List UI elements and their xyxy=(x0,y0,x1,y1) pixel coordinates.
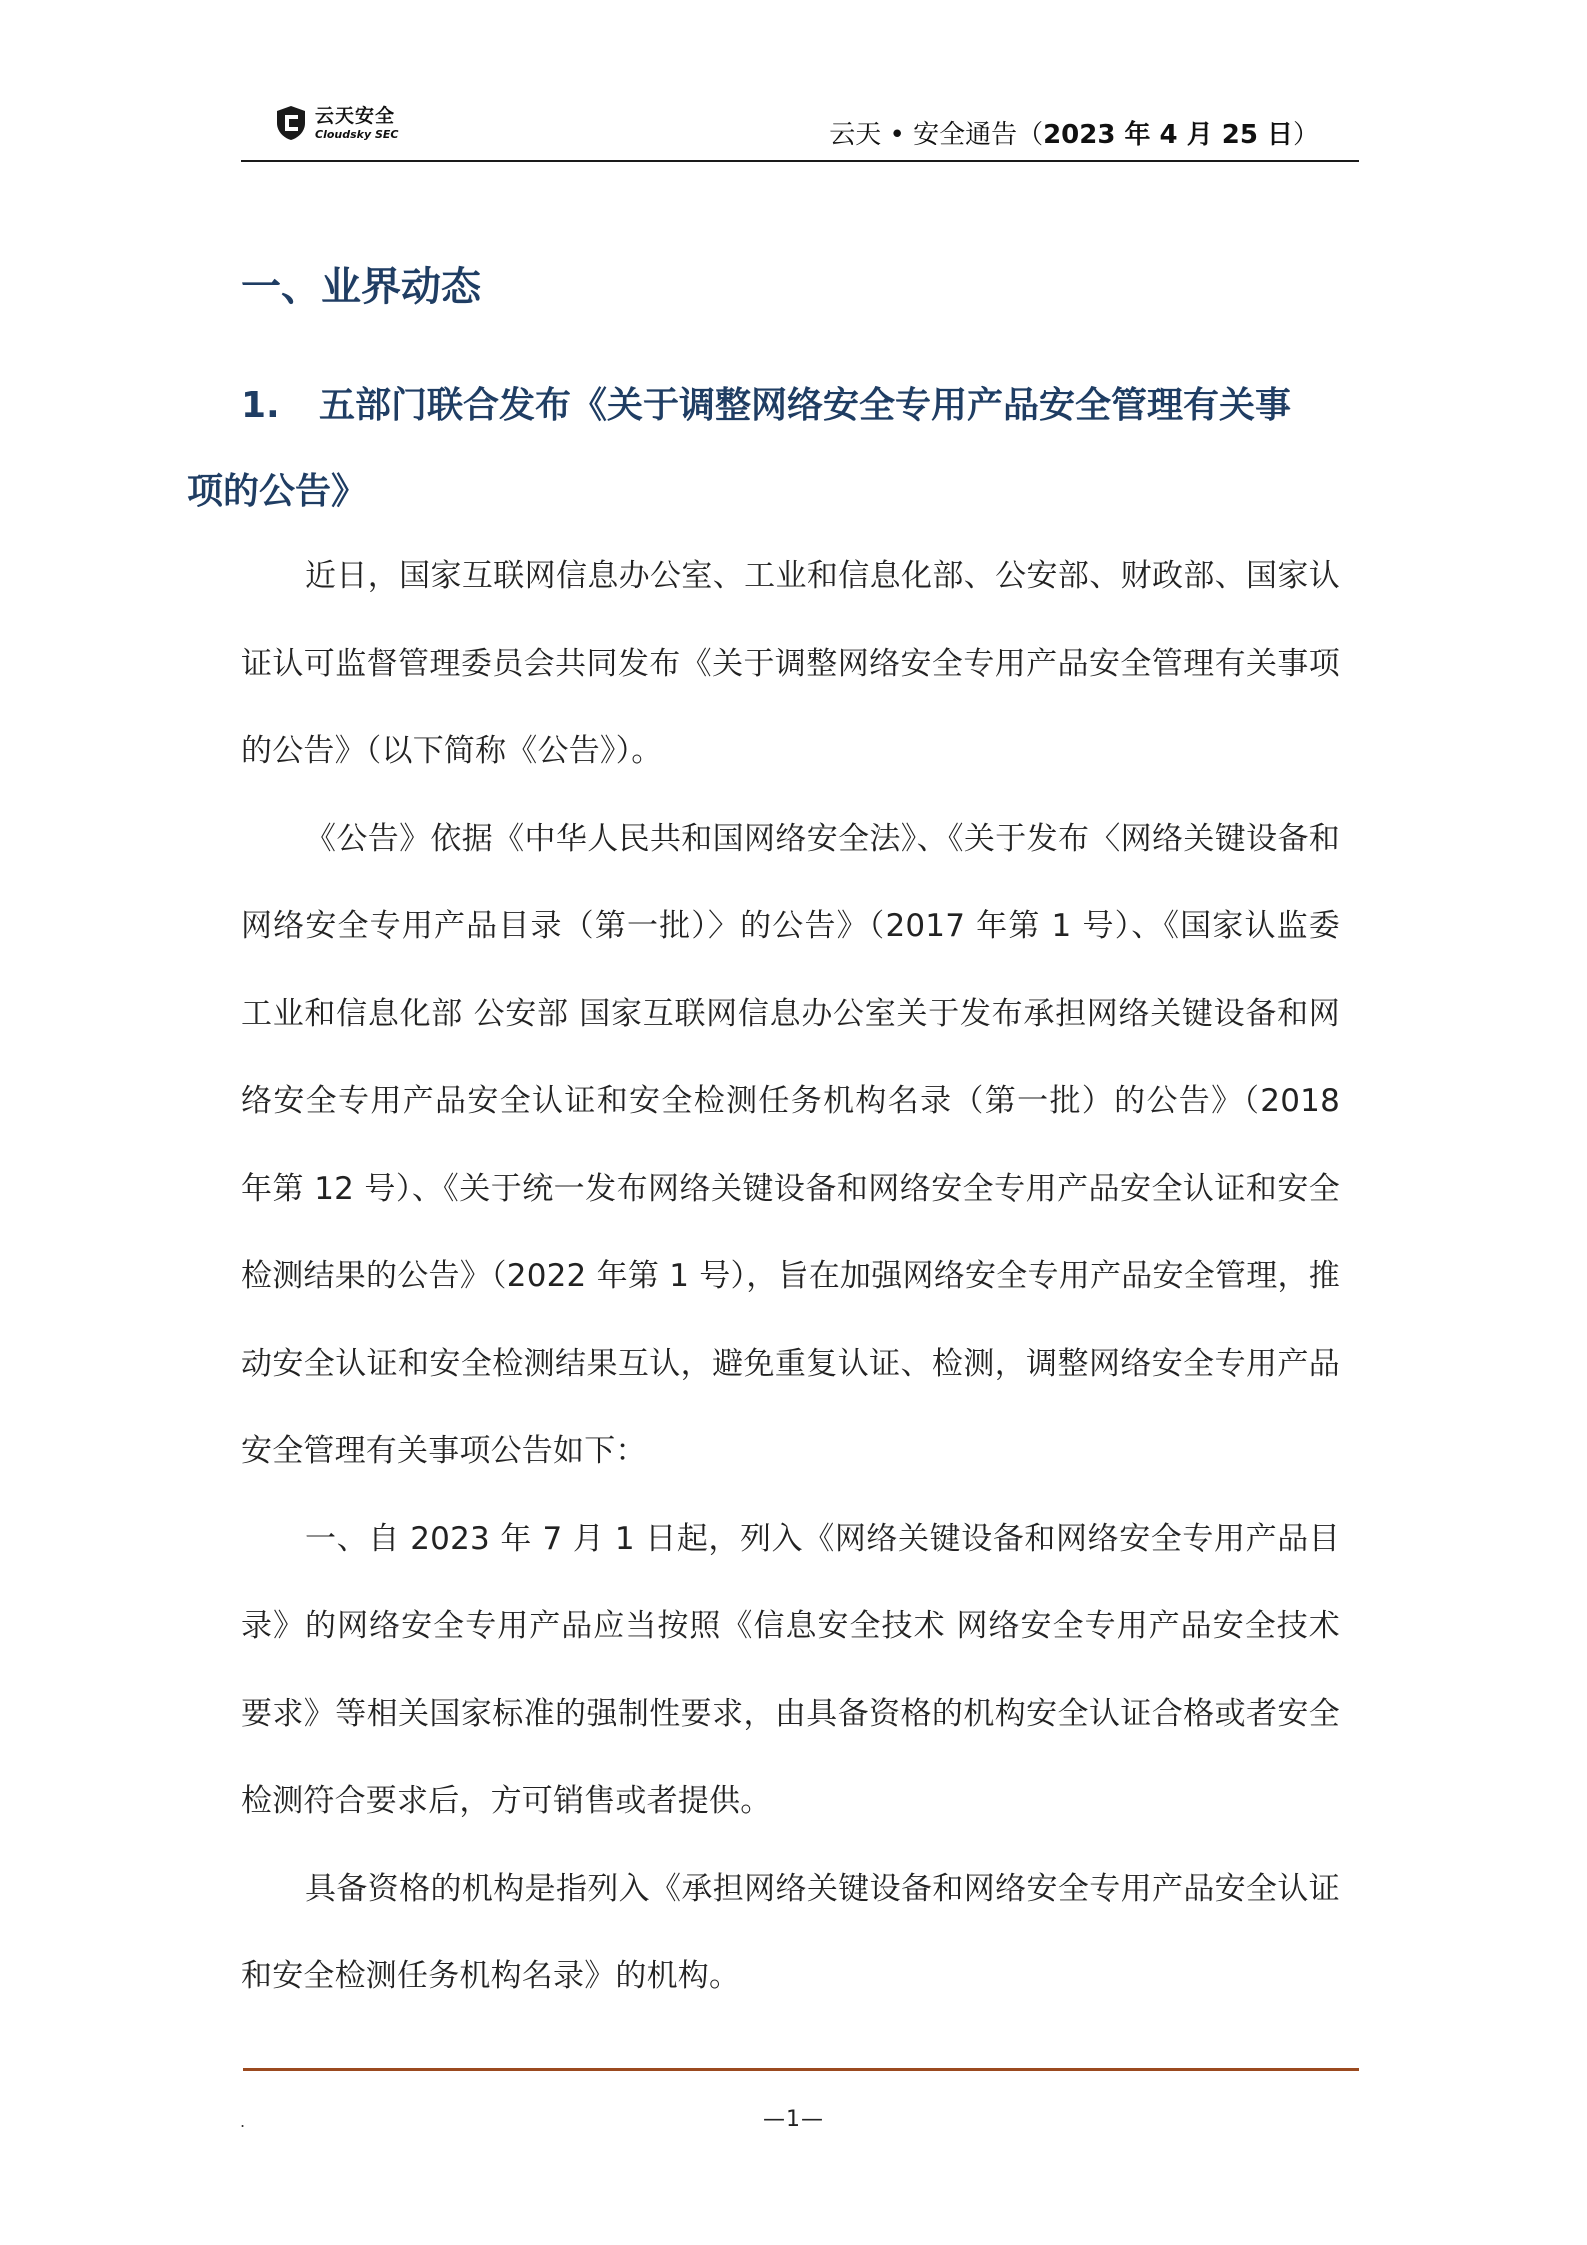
page-number: —1— xyxy=(763,2107,824,2132)
footer-corner-mark: . xyxy=(240,2112,246,2131)
article-body xyxy=(241,533,1340,2021)
bulletin-date: 2023 年 4 月 25 日 xyxy=(1043,120,1293,150)
paragraph: 《公告》依据《中华人民共和国网络安全法》、《关于发布〈网络关键设备和网络安全专用产品目录（第一批）〉的公告》（2017 年第 1 号）、《国家认监委 工业和信息化部 公安部 国家互联网信息办公室关于发布承担网络关键设备和网络安全专用产品安全认证和安全检测任务机构名录（第一批）的公告》（2018 年第 12 号）、《关于统一发布网络关键设备和网络安全专用产品安全认证和安全检测结果的公告》（2022 年第 1 号），旨在加强网络安全专用产品安全管理，推动安全认证和安全检测结果互认，避免重复认证、检测，调整网络安全专用产品安全管理有关事项公告如下： xyxy=(241,820,1340,1469)
article-number: 1. xyxy=(241,385,280,426)
cloudsky-shield-icon xyxy=(275,105,307,141)
logo-name-en: Cloudsky SEC xyxy=(315,127,399,141)
page-header xyxy=(241,92,1359,162)
footer-divider xyxy=(243,2068,1359,2071)
article-title-part-2: 项的公告》 xyxy=(187,471,368,512)
paragraph: 近日，国家互联网信息办公室、工业和信息化部、公安部、财政部、国家认证认可监督管理委员会共同发布《关于调整网络安全专用产品安全管理有关事项的公告》（以下简称《公告》）。 xyxy=(241,558,1340,769)
article-heading xyxy=(187,363,1340,535)
section-heading: 一、业界动态 xyxy=(241,264,481,310)
logo-name-cn: 云天安全 xyxy=(315,104,396,127)
bulletin-title-suffix: ） xyxy=(1292,120,1319,150)
bulletin-title-prefix: 云天 • 安全通告（ xyxy=(829,120,1044,150)
logo xyxy=(275,100,398,146)
article-heading-line-1 xyxy=(241,363,1340,449)
logo-text xyxy=(315,104,399,141)
paragraph: 具备资格的机构是指列入《承担网络关键设备和网络安全专用产品安全认证和安全检测任务机构名录》的机构。 xyxy=(241,1870,1340,1994)
bulletin-title xyxy=(829,114,1319,151)
paragraph: 一、自 2023 年 7 月 1 日起，列入《网络关键设备和网络安全专用产品目录》的网络安全专用产品应当按照《信息安全技术 网络安全专用产品安全技术要求》等相关国家标准的强制性要求，由具备资格的机构安全认证合格或者安全检测符合要求后，方可销售或者提供。 xyxy=(241,1520,1340,1819)
article-title-part-1: 五部门联合发布《关于调整网络安全专用产品安全管理有关事 xyxy=(319,385,1292,426)
